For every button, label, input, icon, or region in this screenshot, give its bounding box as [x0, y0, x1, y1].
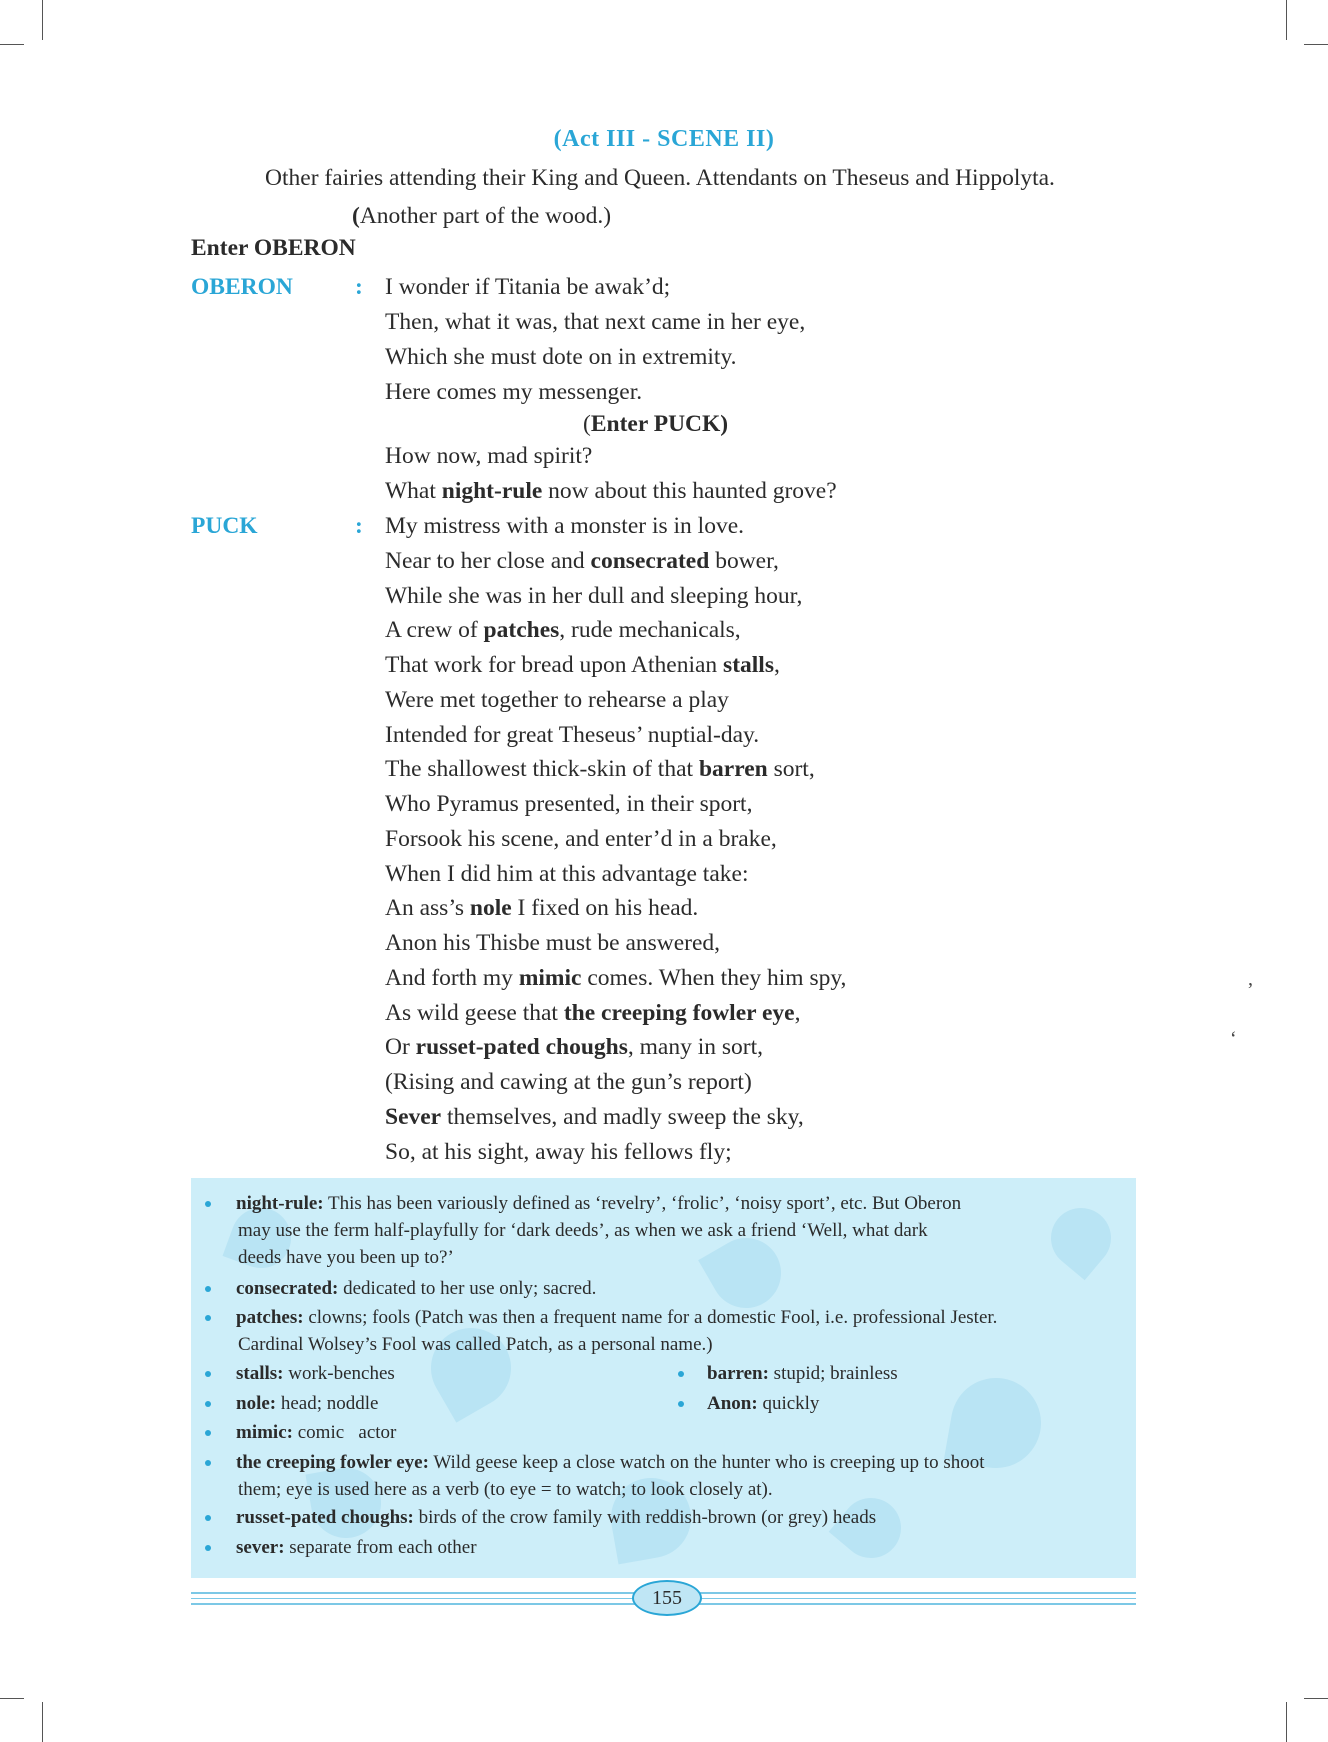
verse-text: Or — [385, 1034, 416, 1060]
characters-line: Other fairies attending their King and Queen. Attendants on Theseus and Hippolyta. — [265, 165, 1055, 191]
gloss-consecrated — [236, 1275, 596, 1302]
crop-mark — [42, 1702, 43, 1742]
verse-text: While she was in her dull and sleeping hour, — [385, 583, 803, 609]
verse-line — [385, 825, 777, 853]
glossed-word: night-rule — [441, 478, 543, 504]
gloss-sever — [236, 1534, 477, 1561]
verse-text: Near to her close and — [385, 548, 591, 574]
gloss-barren — [707, 1360, 898, 1387]
verse-line — [385, 1103, 804, 1131]
verse-text: Were met together to rehearse a play — [385, 687, 729, 713]
gloss-continuation: Cardinal Wolsey’s Fool was called Patch, as a personal name.) — [238, 1334, 713, 1355]
verse-line — [385, 755, 815, 783]
verse-text: When I did him at this advantage take: — [385, 861, 749, 887]
gloss-continuation: deeds have you been up to?’ — [238, 1247, 454, 1268]
bullet-icon — [678, 1401, 684, 1407]
verse-text: Intended for great Theseus’ nuptial-day. — [385, 722, 760, 748]
gloss-patches — [236, 1304, 997, 1331]
gloss-definition: head; noddle — [280, 1393, 379, 1414]
verse-text: I fixed on his head. — [511, 895, 699, 921]
verse-line — [385, 1033, 763, 1061]
verse-line — [385, 790, 752, 818]
gloss-definition: separate from each other — [289, 1537, 477, 1558]
verse-line — [385, 1138, 732, 1166]
background-petal — [1039, 1196, 1124, 1281]
page-number: 155 — [632, 1580, 702, 1616]
speaker-colon: : — [355, 513, 363, 539]
gloss-term: barren: — [707, 1363, 769, 1384]
speaker-puck: PUCK — [191, 513, 258, 539]
verse-line — [385, 860, 748, 888]
crop-mark — [0, 44, 24, 45]
gloss-definition: This has been variously defined as ‘revelry’, ‘frolic’, ‘noisy sport’, etc. But Oberon — [328, 1193, 962, 1214]
verse-text: themselves, and madly sweep the sky, — [441, 1104, 804, 1130]
verse-text: , — [773, 652, 780, 678]
glossed-word: barren — [698, 756, 768, 782]
gloss-term: russet-pated choughs: — [236, 1507, 414, 1528]
verse-text: sort, — [767, 756, 815, 782]
crop-mark — [1304, 44, 1328, 45]
verse-text: What — [385, 478, 442, 504]
crop-mark — [1286, 0, 1287, 40]
gloss-continuation: them; eye is used here as a verb (to eye = to watch; to look closely at). — [238, 1479, 773, 1500]
verse-line — [385, 721, 759, 749]
gloss-term: stalls: — [236, 1363, 284, 1384]
verse-line — [385, 616, 741, 644]
gloss-term: mimic: — [236, 1422, 293, 1443]
glossed-word: patches — [483, 617, 560, 643]
verse-line — [385, 512, 744, 540]
verse-line: Which she must dote on in extremity. — [385, 344, 737, 370]
stray-quote: ‘ — [1230, 1028, 1237, 1050]
glossed-word: the creeping fowler eye — [563, 1000, 795, 1026]
verse-text: (Rising and cawing at the gun’s report) — [385, 1069, 752, 1095]
crop-mark — [1304, 1698, 1328, 1699]
verse-text: As wild geese that — [385, 1000, 564, 1026]
verse-text: So, at his sight, away his fellows fly; — [385, 1139, 732, 1165]
verse-line: Here comes my messenger. — [385, 379, 643, 405]
gloss-term: Anon: — [707, 1393, 758, 1414]
crop-mark — [1286, 1702, 1287, 1742]
verse-text: An ass’s — [385, 895, 470, 921]
setting-line — [352, 202, 611, 230]
verse-text: Who Pyramus presented, in their sport, — [385, 791, 753, 817]
gloss-definition: quickly — [762, 1393, 820, 1414]
speaker-colon: : — [355, 274, 363, 300]
gloss-stalls — [236, 1360, 395, 1387]
gloss-term: sever: — [236, 1537, 285, 1558]
bullet-icon — [205, 1315, 211, 1321]
crop-mark — [0, 1698, 24, 1699]
gloss-night-rule — [236, 1190, 961, 1217]
verse-line — [385, 929, 720, 957]
verse-text: , rude mechanicals, — [559, 617, 741, 643]
gloss-choughs — [236, 1504, 876, 1531]
gloss-fowler-eye — [236, 1449, 985, 1476]
gloss-definition: clowns; fools (Patch was then a frequent name for a domestic Fool, i.e. professional Jester. — [308, 1307, 998, 1328]
verse-line — [385, 651, 780, 679]
verse-text: That work for bread upon Athenian — [385, 652, 724, 678]
stage-direction-text: Enter PUCK) — [590, 411, 729, 437]
verse-line: I wonder if Titania be awak’d; — [385, 274, 671, 300]
setting-open-paren: ( — [352, 203, 360, 229]
verse-text: comes. When they him spy, — [581, 965, 847, 991]
gloss-term: consecrated: — [236, 1278, 339, 1299]
glossed-word: russet-pated choughs — [415, 1034, 628, 1060]
bullet-icon — [678, 1371, 684, 1377]
verse-text: , — [794, 1000, 801, 1026]
verse-line: Then, what it was, that next came in her eye, — [385, 309, 806, 335]
gloss-definition: stupid; brainless — [773, 1363, 898, 1384]
gloss-definition: work-benches — [288, 1363, 395, 1384]
glossed-word: consecrated — [590, 548, 710, 574]
verse-text: , many in sort, — [627, 1034, 763, 1060]
gloss-definition: comic actor — [297, 1422, 397, 1443]
verse-line — [385, 999, 801, 1027]
verse-text: And forth my — [385, 965, 519, 991]
verse-text: Anon his Thisbe must be answered, — [385, 930, 721, 956]
bullet-icon — [205, 1545, 211, 1551]
verse-line — [385, 894, 698, 922]
bullet-icon — [205, 1460, 211, 1466]
verse-line — [385, 547, 779, 575]
gloss-anon — [707, 1390, 819, 1417]
glossed-word: nole — [469, 895, 512, 921]
glossed-word: mimic — [518, 965, 582, 991]
gloss-term: patches: — [236, 1307, 304, 1328]
crop-mark — [42, 0, 43, 40]
verse-text: bower, — [709, 548, 779, 574]
glossed-word: stalls — [723, 652, 774, 678]
gloss-term: the creeping fowler eye: — [236, 1452, 429, 1473]
gloss-definition: Wild geese keep a close watch on the hunter who is creeping up to shoot — [433, 1452, 985, 1473]
glossed-word: Sever — [385, 1104, 442, 1130]
verse-line — [385, 686, 729, 714]
bullet-icon — [205, 1401, 211, 1407]
verse-line: How now, mad spirit? — [385, 443, 593, 469]
gloss-continuation: may use the ferm half-playfully for ‘dark deeds’, as when we ask a friend ‘Well, what dark — [238, 1220, 928, 1241]
verse-line — [385, 477, 837, 505]
stray-comma: , — [1248, 968, 1253, 990]
gloss-nole — [236, 1390, 378, 1417]
gloss-definition: dedicated to her use only; sacred. — [343, 1278, 597, 1299]
speaker-oberon: OBERON — [191, 274, 293, 300]
bullet-icon — [205, 1201, 211, 1207]
entry-direction: Enter OBERON — [191, 235, 356, 261]
setting-text: Another part of the wood.) — [359, 203, 612, 229]
verse-line — [385, 964, 846, 992]
verse-line — [385, 582, 802, 610]
verse-text: The shallowest thick-skin of that — [385, 756, 699, 782]
bullet-icon — [205, 1430, 211, 1436]
bullet-icon — [205, 1515, 211, 1521]
scene-heading: (Act III - SCENE II) — [553, 126, 775, 152]
gloss-mimic — [236, 1419, 396, 1446]
verse-text: My mistress with a monster is in love. — [385, 513, 745, 539]
gloss-term: nole: — [236, 1393, 277, 1414]
stage-direction — [583, 410, 728, 438]
verse-text: now about this haunted grove? — [542, 478, 837, 504]
gloss-definition: birds of the crow family with reddish-brown (or grey) heads — [418, 1507, 877, 1528]
bullet-icon — [205, 1286, 211, 1292]
stage-direction-open: ( — [583, 411, 591, 437]
gloss-term: night-rule: — [236, 1193, 324, 1214]
verse-text: Forsook his scene, and enter’d in a brake, — [385, 826, 777, 852]
verse-line — [385, 1068, 752, 1096]
verse-text: A crew of — [385, 617, 484, 643]
bullet-icon — [205, 1371, 211, 1377]
